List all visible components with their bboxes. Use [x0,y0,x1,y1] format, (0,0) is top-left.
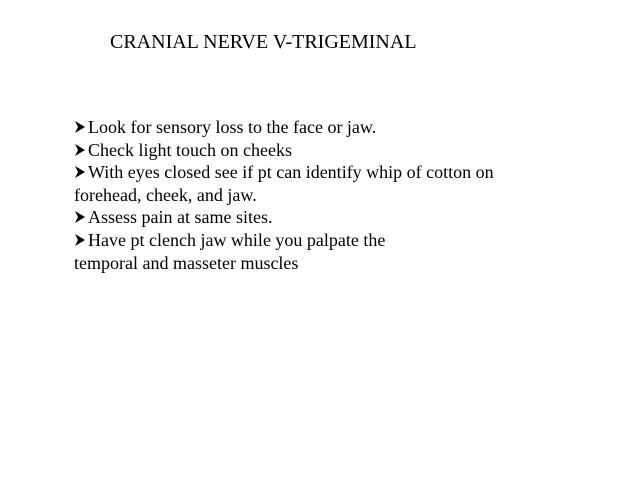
arrowhead-bullet-icon [74,210,86,224]
arrowhead-bullet-icon [74,233,86,247]
list-item-text-continuation: forehead, cheek, and jaw. [74,184,257,205]
list-item [74,116,614,139]
list-item-text: Have pt clench jaw while you palpate the [88,229,386,250]
list-item-text: Check light touch on cheeks [88,139,292,160]
list-item [74,229,614,274]
list-item [74,161,614,206]
arrowhead-bullet-icon [74,165,86,179]
list-item-text: With eyes closed see if pt can identify whip of cotton on [88,162,494,183]
list-item-text: Assess pain at same sites. [88,207,273,228]
list-item-text: Look for sensory loss to the face or jaw. [88,117,377,137]
arrowhead-bullet-icon [74,120,86,134]
list-item [74,206,614,229]
slide-title: CRANIAL NERVE V-TRIGEMINAL [110,31,417,53]
list-item-text-continuation: temporal and masseter muscles [74,252,299,273]
bullet-list [74,116,614,274]
arrowhead-bullet-icon [74,143,86,157]
list-item [74,139,614,162]
